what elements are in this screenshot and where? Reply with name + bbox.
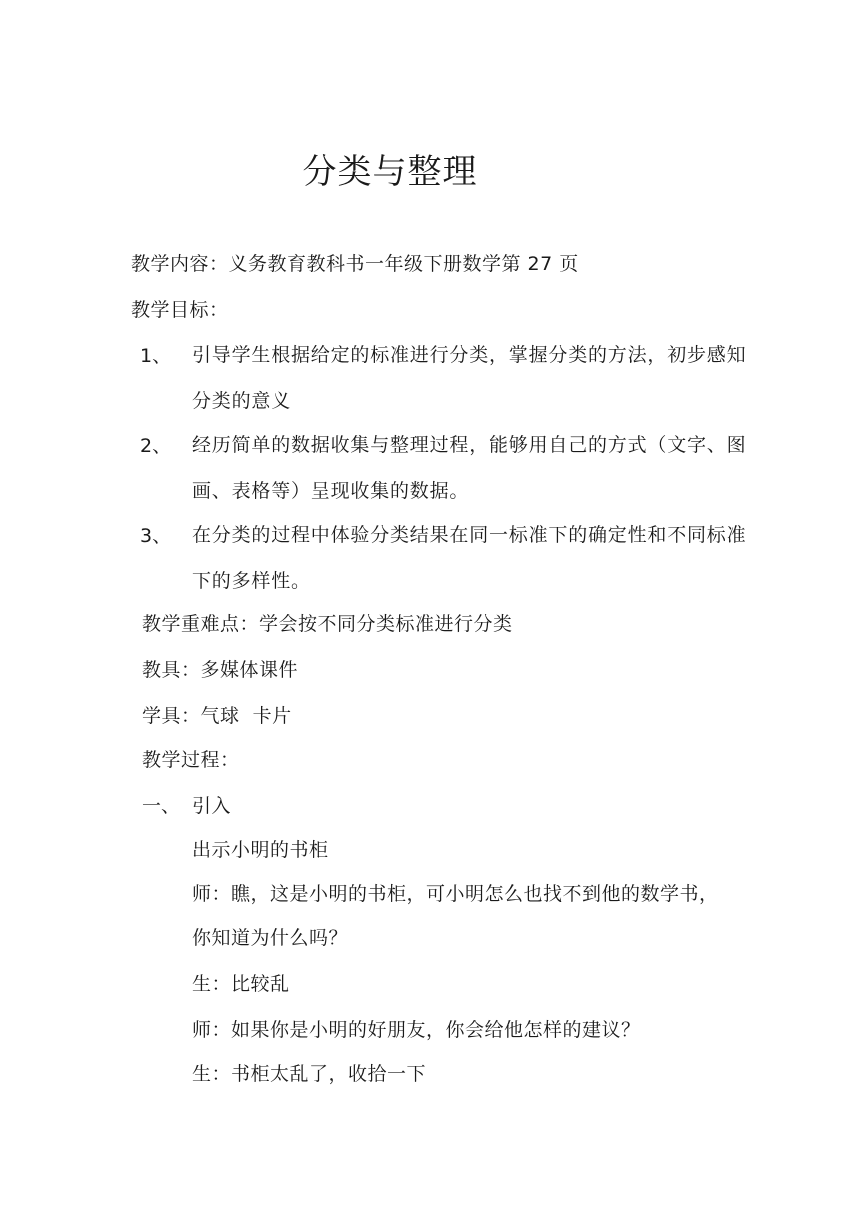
goal-number: 2、	[140, 435, 172, 457]
section-number: 一、	[142, 795, 181, 817]
dialogue-line: 师：如果你是小明的好朋友，你会给他怎样的建议？	[192, 1019, 641, 1041]
learning-aids-line: 学具：气球 卡片	[142, 705, 292, 727]
dialogue-line: 你知道为什么吗？	[192, 927, 349, 949]
goal-number: 1、	[140, 345, 172, 367]
teaching-aids-line: 教具：多媒体课件	[142, 659, 299, 681]
key-points-line: 教学重难点：学会按不同分类标准进行分类	[142, 613, 513, 635]
goal-text: 在分类的过程中体验分类结果在同一标准下的确定性和不同标准下的多样性。	[192, 524, 747, 592]
teaching-content-line: 教学内容：义务教育教科书一年级下册数学第 27 页	[131, 253, 579, 275]
document-title: 分类与整理	[302, 152, 478, 192]
dialogue-line: 出示小明的书柜	[192, 839, 329, 861]
dialogue-line: 生：书柜太乱了，收拾一下	[192, 1063, 427, 1085]
goals-heading: 教学目标：	[131, 299, 229, 321]
goal-number: 3、	[140, 525, 172, 547]
goal-text: 引导学生根据给定的标准进行分类，掌握分类的方法，初步感知分类的意义	[192, 344, 747, 412]
dialogue-line: 生：比较乱	[192, 973, 290, 995]
section-label: 引入	[192, 795, 232, 817]
dialogue-line: 师：瞧，这是小明的书柜，可小明怎么也找不到他的数学书，	[192, 883, 719, 905]
process-heading: 教学过程：	[142, 749, 240, 771]
goal-text: 经历简单的数据收集与整理过程，能够用自己的方式（文字、图画、表格等）呈现收集的数据。	[192, 434, 747, 502]
